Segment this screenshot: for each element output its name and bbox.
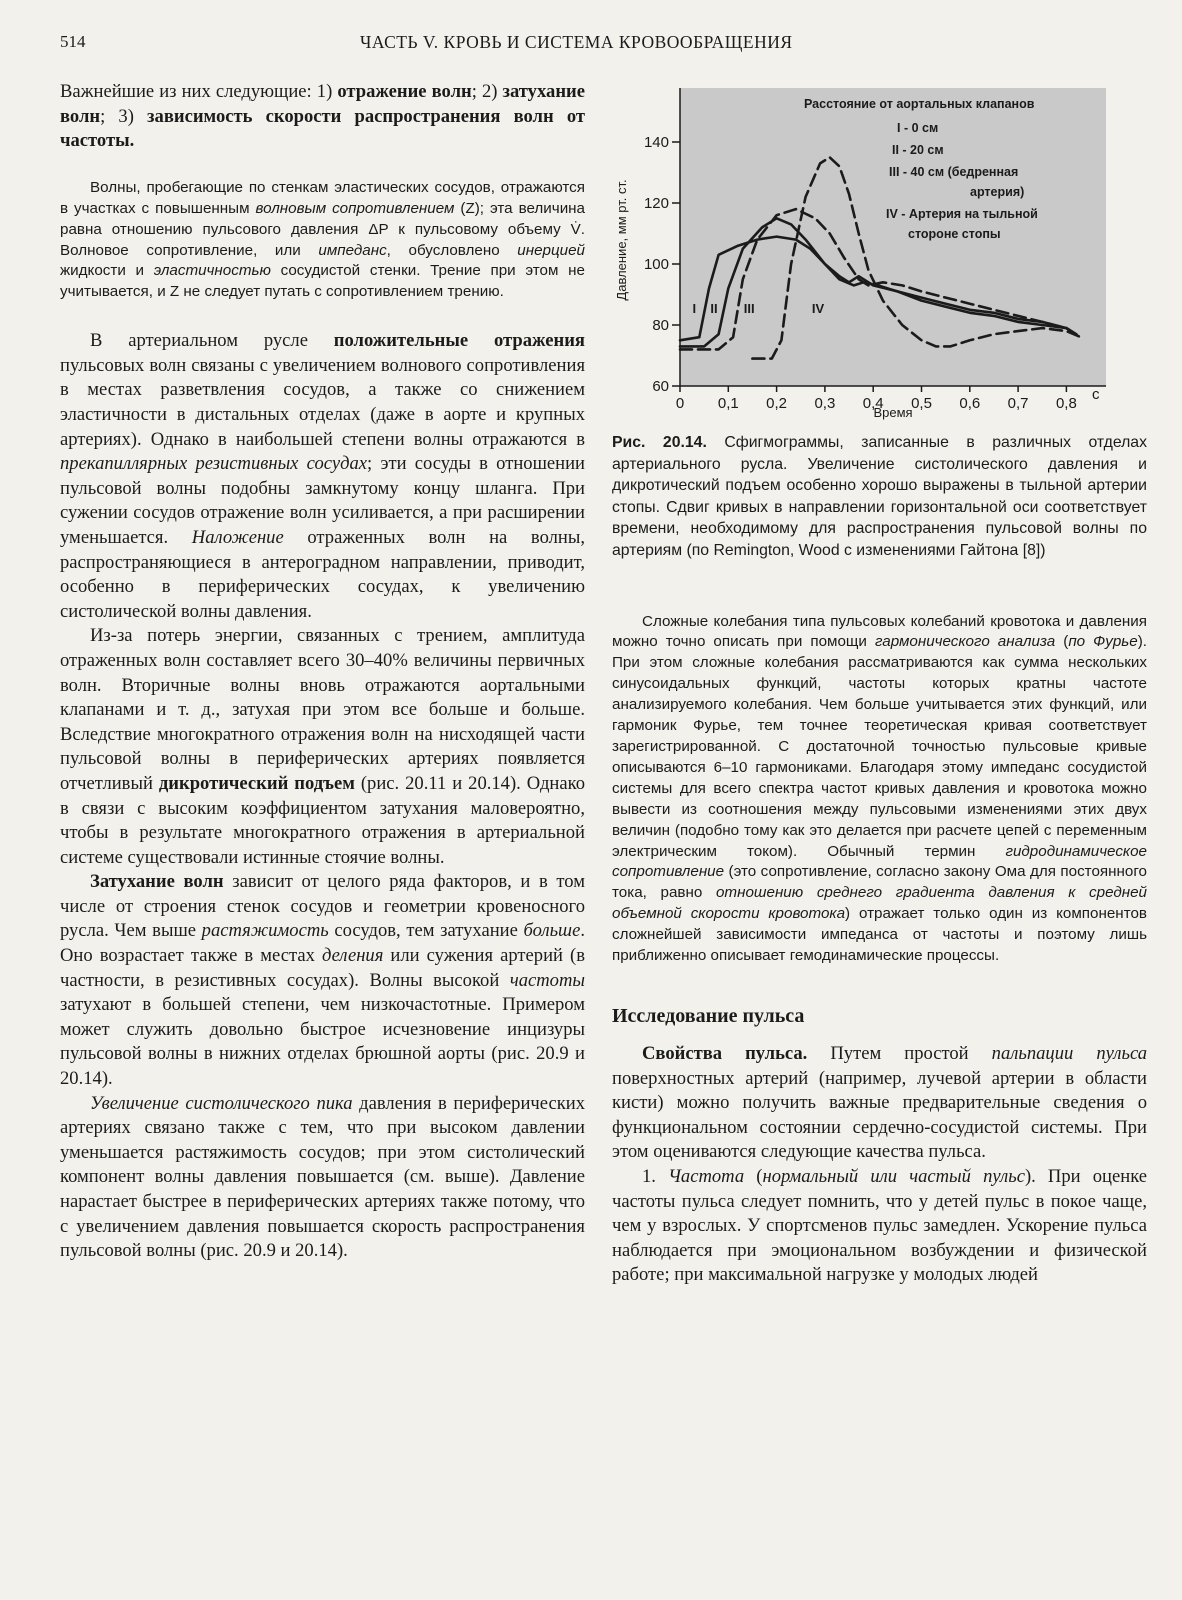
running-title: ЧАСТЬ V. КРОВЬ И СИСТЕМА КРОВООБРАЩЕНИЯ	[360, 32, 793, 52]
x-tick-label: 0,5	[911, 395, 932, 412]
small-print-paragraph: Сложные колебания типа пульсовых колебаний кровотока и давления можно точно описать при помощи гармонического анализа (по Фурье). При этом сложные колебания рассматриваются как сумма нескольких синусоидальных функций, частоты которых кратны частоте анализируемого колебания. Чем больше учитывается этих функций, или гармоник Фурье, тем точнее теоретическая кривая соответствует зарегистрированной. С достаточной точностью пульсовые кривые описываются 6–10 гармониками. Благодаря этому импеданс сосудистой системы для всего спектра частот кривых давления и кровотока можно вывести из соотношения между пульсовыми изменениями этих двух величин (подобно тому как это делается при расчете цепей с переменным электрическим током). Обычный термин гидродинамическое сопротивление (это сопротивление, согласно закону Ома для постоянного тока, равно отношению среднего градиента давления к средней объемной скорости кровотока) отражает только один из компонентов сложнейшей зависимости импеданса от частоты и поэтому лишь приближенно описывает гемодинамические процессы.	[612, 612, 1147, 965]
sphygmogram-chart	[612, 80, 1147, 430]
body-paragraph: 1. Частота (нормальный или частый пульс). При оценке частоты пульса следует помнить, что у детей пульс в покое чаще, чем у взрослых. У спортсменов пульс замедлен. Ускорение пульса наблюдается при эмоциональном возбуждении и физической работе; при максимальной нагрузке у молодых людей	[612, 1165, 1148, 1286]
curve-label: III	[743, 300, 755, 316]
legend-entry-line: III - 40 см (бедренная	[889, 165, 1019, 179]
x-tick-label: 0,3	[814, 395, 836, 412]
x-tick-label: 0,6	[959, 395, 981, 412]
body-paragraph: В артериальном русле положительные отражения пульсовых волн связаны с увеличением волнового сопротивления в местах разветвления сосудов, а также со снижением эластичности в дистальных отделах (даже в аорте и крупных артериях). Однако в наибольшей степени волны отражаются в прекапиллярных резистивных сосудах; эти сосуды в отношении пульсовой волны подобны замкнутому концу шланга. При сужении сосудов отражение волн усиливается, а при расширении уменьшается. Наложение отраженных волн на волны, распространяющиеся в антероградном направлении, приводит, особенно в периферических сосудах, к увеличению систолической волны давления.	[60, 330, 585, 622]
curve-label: II	[710, 300, 718, 316]
body-paragraph: Увеличение систолического пика давления в периферических артериях связано также с тем, что при высоком давлении уменьшается растяжимость сосудов; при этом систолический компонент волны давления повышается (см. выше). Давление нарастает быстрее в периферических артериях также потому, что с увеличением давления повышается скорость распространения пульсовой волны (рис. 20.9 и 20.14).	[60, 1092, 585, 1262]
figure-caption: Рис. 20.14. Сфигмограммы, записанные в различных отделах артериального русла. Увеличение систолического давления и дикротический подъем особенно хорошо выражены в тыльной артерии стопы. Сдвиг кривых в направлении горизонтальной оси соответствует времени, необходимому для распространения пульсовой волны по артериям (по Remington, Wood с изменениями Гайтона [8])	[612, 434, 1147, 559]
x-tick-label: 0,2	[766, 395, 788, 412]
left-column	[60, 80, 585, 1264]
x-tick-label: 0,1	[717, 395, 739, 412]
legend-entry-line: IV - Артерия на тыльной	[886, 207, 1038, 221]
x-tick-label: 0	[675, 395, 685, 412]
page-header	[60, 32, 1145, 58]
legend-entry: II - 20 см	[892, 143, 944, 157]
right-column	[612, 80, 1147, 1288]
curve-label: I	[692, 300, 697, 316]
x-unit-label: с	[1092, 386, 1100, 403]
page-number: 514	[60, 32, 86, 51]
legend-title: Расстояние от аортальных клапанов	[804, 97, 1035, 111]
figure-sphygmograms	[612, 80, 1147, 430]
body-paragraph: Свойства пульса. Путем простой пальпации пульса поверхностных артерий (например, лучевой артерии в области кисти) можно получить важные предварительные сведения о функциональном состоянии сердечно-сосудистой системы. При этом оцениваются следующие качества пульса.	[612, 1042, 1148, 1163]
y-tick-label: 100	[643, 256, 669, 273]
y-tick-label: 120	[643, 195, 669, 212]
legend-entry-line: стороне стопы	[908, 227, 1001, 241]
section-heading: Исследование пульса	[612, 1004, 805, 1027]
y-tick-label: 140	[643, 134, 669, 151]
y-tick-label: 80	[652, 317, 669, 334]
legend-entry-line: артерия)	[970, 185, 1025, 199]
body-paragraph: Затухание волн зависит от целого ряда факторов, и в том числе от строения стенок сосудов и геометрии кровеносного русла. Чем выше растяжимость сосудов, тем затухание больше. Оно возрастает также в местах деления или сужения артерий (в частности, в резистивных сосудах). Волны высокой частоты затухают в большей степени, чем низкочастотные. Примером может служить довольно быстрое исчезновение инцизуры пульсовой волны в нижних отделах брюшной аорты (рис. 20.9 и 20.14).	[60, 871, 585, 1090]
plot-background	[680, 88, 1106, 386]
x-tick-label: 0,4	[862, 395, 884, 412]
curve-label: IV	[811, 300, 825, 316]
x-tick-label: 0,7	[1007, 395, 1029, 412]
x-tick-label: 0,8	[1055, 395, 1077, 412]
body-paragraph: Из-за потерь энергии, связанных с трением, амплитуда отраженных волн составляет всего 30–40% величины первичных волн. Вторичные волны вновь отражаются аортальными клапанами и т. д., затухая при этом все больше и больше. Вследствие многократного отражения волн на нисходящей части пульсовой волны в периферических артериях появляется отчетливый дикротический подъем (рис. 20.11 и 20.14). Однако в связи с высоким коэффициентом затухания маловероятно, чтобы в результате многократного отражения в артериальной системе существовали истинные стоячие волны.	[60, 625, 586, 868]
legend-entry: I - 0 см	[897, 121, 939, 135]
x-axis-label: Время	[873, 405, 913, 420]
intro-paragraph: Важнейшие из них следующие: 1) отражение волн; 2) затухание волн; 3) зависимость скорости распространения волн от частоты.	[60, 81, 586, 152]
y-axis-label: Давление, мм рт. ст.	[614, 179, 629, 301]
small-print-paragraph: Волны, пробегающие по стенкам эластических сосудов, отражаются в участках с повышенным волновым сопротивлением (Z); эта величина равна отношению пульсового давления ΔP к пульсовому объему V̇. Волновое сопротивление, или импеданс, обусловлено инерцией жидкости и эластичностью сосудистой стенки. Трение при этом не учитывается, и Z не следует путать с сопротивлением трению.	[60, 178, 586, 301]
y-tick-label: 60	[652, 378, 669, 395]
